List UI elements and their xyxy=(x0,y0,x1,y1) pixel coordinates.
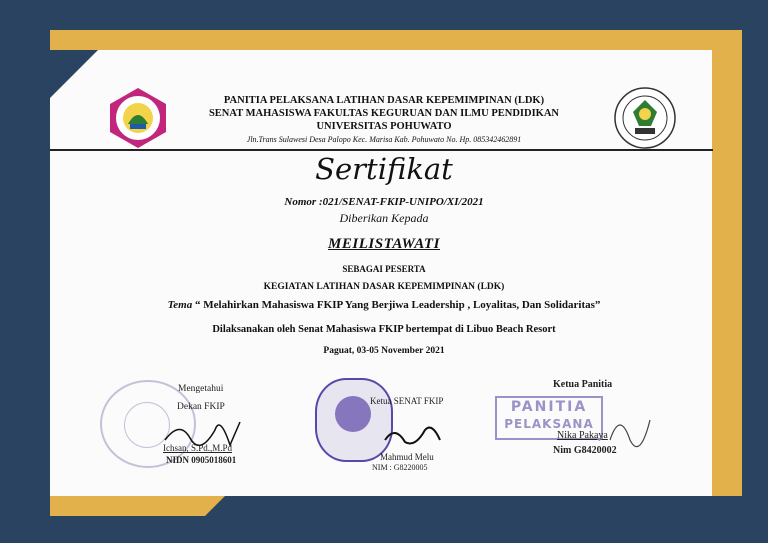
certificate-number: Nomor :021/SENAT-FKIP-UNIPO/XI/2021 xyxy=(284,196,484,208)
corner-top-right-diag xyxy=(720,0,768,50)
header-line-2: SENAT MAHASISWA FAKULTAS KEGURUAN DAN ILMU PENDIDIKAN xyxy=(208,108,560,119)
header-line-1: PANITIA PELAKSANA LATIHAN DASAR KEPEMIMPINAN (LDK) xyxy=(223,95,545,106)
header-line-3: UNIVERSITAS POHUWATO xyxy=(316,121,452,132)
right-signature-icon xyxy=(600,400,660,470)
header-address: Jln.Trans Sulawesi Desa Palopo Kec. Marisa Kab. Pohuwato No. Hp. 085342462891 xyxy=(246,135,522,144)
theme-row xyxy=(0,299,768,311)
theme-label: Tema xyxy=(167,299,193,311)
corner-bottom-right xyxy=(225,496,768,543)
given-to-label: Diberikan Kepada xyxy=(339,211,429,225)
role-label: SEBAGAI PESERTA xyxy=(342,264,426,274)
corner-top-left xyxy=(50,50,98,98)
middle-title: Ketua SENAT FKIP xyxy=(370,396,444,406)
place-date: Paguat, 03-05 November 2021 xyxy=(323,346,445,356)
event-label: KEGIATAN LATIHAN DASAR KEPEMIMPINAN (LDK) xyxy=(263,282,505,292)
header-block xyxy=(0,94,768,146)
header-divider xyxy=(50,149,713,151)
middle-signer-id: NIM : G8220005 xyxy=(372,463,428,472)
left-title-2: Dekan FKIP xyxy=(177,402,225,412)
corner-bottom-right-diag xyxy=(178,496,225,543)
stamp-line-1: PANITIA xyxy=(510,399,588,415)
stamp-line-2: PELAKSANA xyxy=(504,417,594,431)
middle-signer-name: Mahmud Melu xyxy=(380,452,434,462)
left-signer-id: NIDN 0905018601 xyxy=(166,455,237,465)
left-title-1: Mengetahui xyxy=(178,384,224,394)
organizer-text: Dilaksanakan oleh Senat Mahasiswa FKIP bertempat di Libuo Beach Resort xyxy=(212,324,556,335)
middle-signature-icon xyxy=(380,420,450,450)
right-signer-id: Nim G8420002 xyxy=(553,445,617,456)
left-signer-name: Ichsan, S.Pd.,M.Pd xyxy=(163,443,233,453)
certificate-title: Sertifikat xyxy=(315,152,453,186)
recipient-name: MEILISTAWATI xyxy=(328,236,440,252)
right-signer-name: Nika Pakaya xyxy=(557,430,608,441)
right-title: Ketua Panitia xyxy=(553,379,613,390)
theme-text: “ Melahirkan Mahasiswa FKIP Yang Berjiwa Leadership , Loyalitas, Dan Solidaritas” xyxy=(195,299,601,311)
